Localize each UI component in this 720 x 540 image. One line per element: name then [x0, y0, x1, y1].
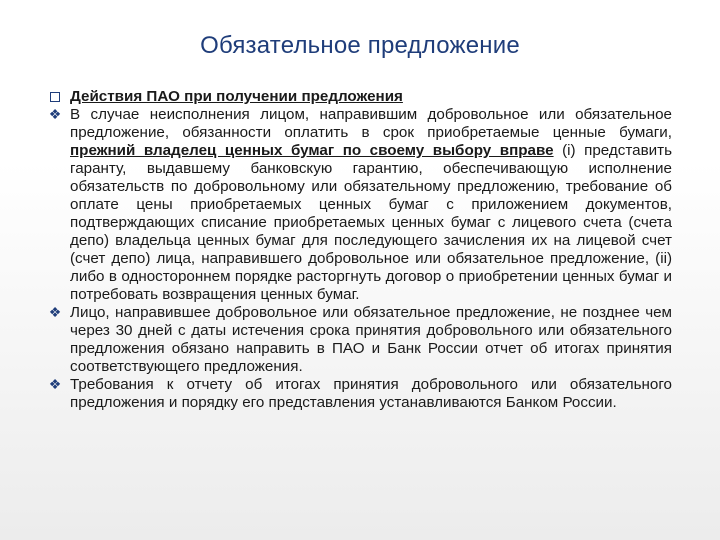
heading-item: [48, 88, 672, 106]
list-item: [48, 304, 672, 376]
bullet-text-part1: В случае неисполнения лицом, направившим добровольное или обязательное предложение, обязанности оплатить в срок приобретаемые ценные бумаги,: [70, 106, 672, 141]
diamond-bullet-icon: ❖: [48, 304, 62, 320]
slide-title: Обязательное предложение: [200, 32, 520, 59]
diamond-bullet-icon: ❖: [48, 376, 62, 392]
diamond-bullet-icon: ❖: [48, 106, 62, 122]
checkbox-square-icon: [48, 89, 62, 103]
bullet-text-emphasis: прежний владелец ценных бумаг по своему выбору вправе: [70, 142, 554, 159]
bullet-text: Лицо, направившее добровольное или обязательное предложение, не позднее чем через 30 дней с даты истечения срока принятия добровольного или обязательного предложения обязано направить в ПАО и Банк России отчет об итогах принятия соответствующего предложения.: [70, 304, 672, 375]
bullet-text: Требования к отчету об итогах принятия добровольного или обязательного предложения и порядку его представления устанавливаются Банком России.: [70, 376, 672, 411]
bullet-text-part2: (i) представить гаранту, выдавшему банковскую гарантию, обеспечивающую исполнение обязательств по добровольному или обязательному предложению, требование об оплате цены приобретаемых ценных бумаг с приложением документов, подтверждающих списание приобретаемых ценных бумаг с лицевого счета (счета депо) владельца ценных бумаг для последующего зачисления их на лицевой счет (счет депо) лица, направившего добровольное или обязательное предложение, (ii) либо в одностороннем порядке расторгнуть договор о приобретении ценных бумаг и потребовать возвращения ценных бумаг.: [70, 142, 672, 303]
list-item: [48, 376, 672, 412]
bullet-list: [48, 88, 672, 412]
heading-text: Действия ПАО при получении предложения: [70, 88, 403, 105]
list-item: [48, 106, 672, 304]
